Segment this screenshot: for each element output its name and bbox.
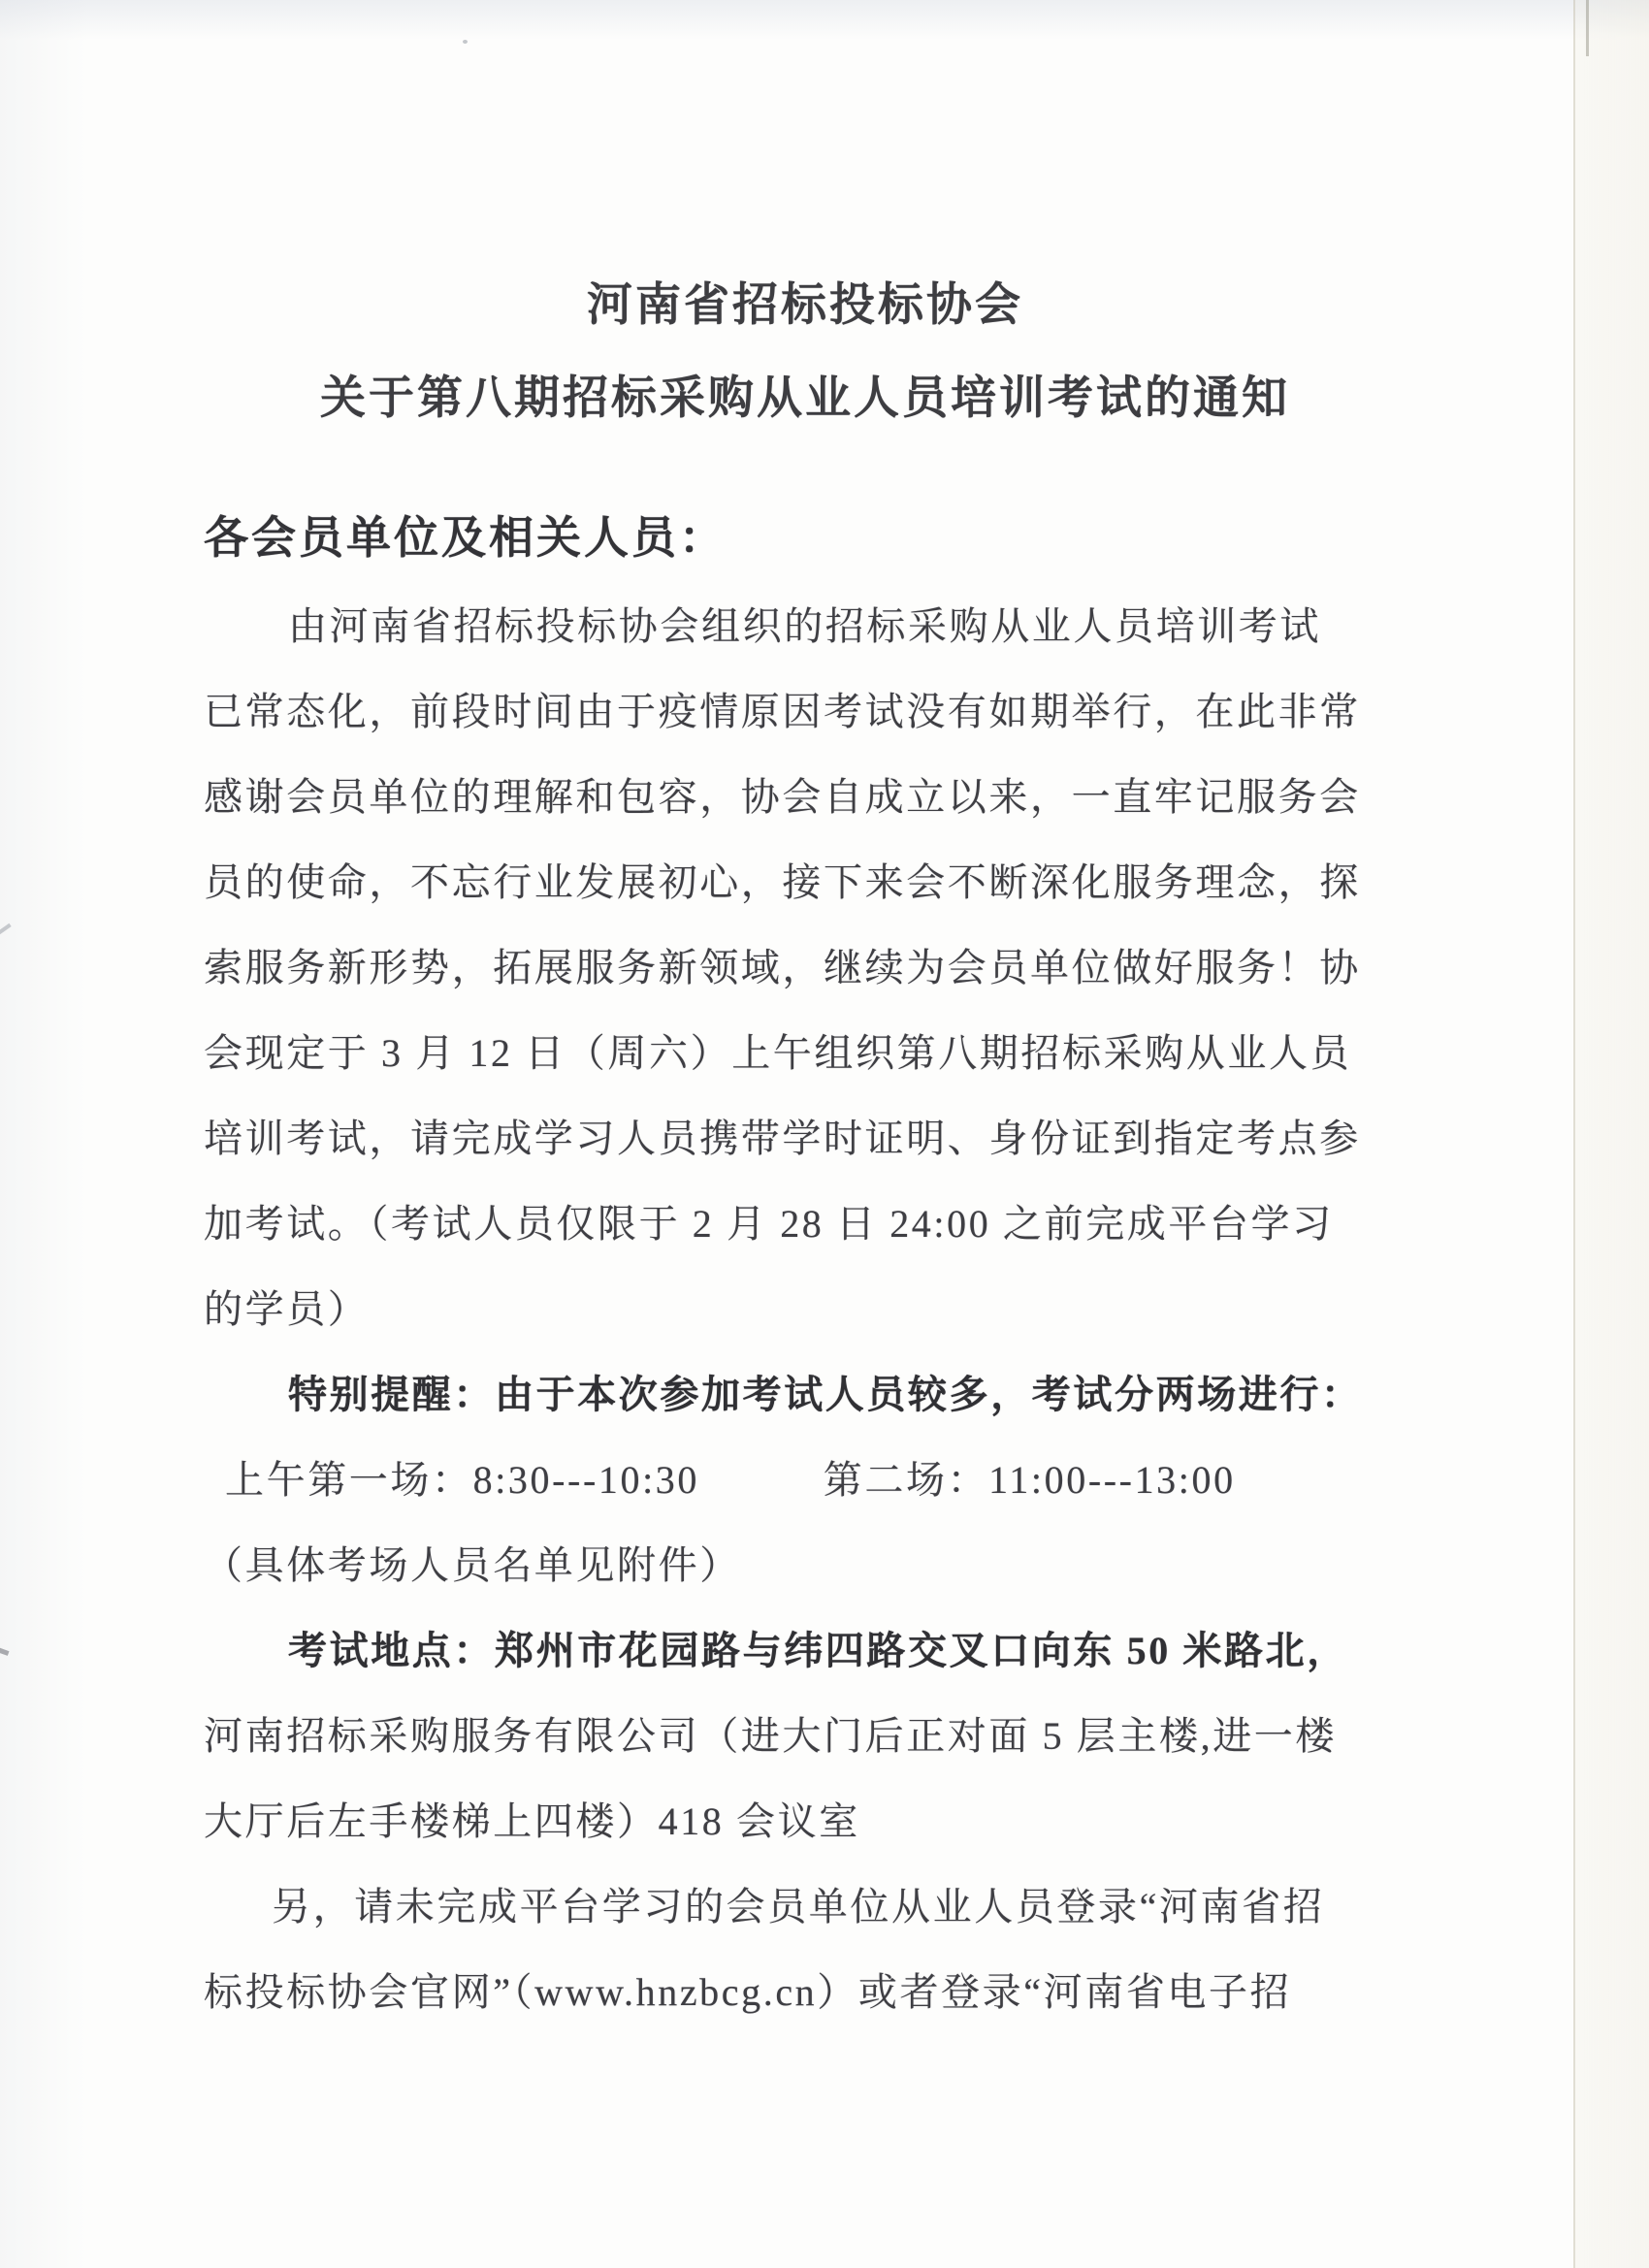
body-line: 已常态化，前段时间由于疫情原因考试没有如期举行，在此非常 [204,690,1361,733]
body-line: 另，请未完成平台学习的会员单位从业人员登录“河南省招 [272,1885,1325,1928]
body-line: 会现定于 3 月 12 日（周六）上午组织第八期招标采购从业人员 [204,1031,1352,1075]
attachment-note-line: （具体考场人员名单见附件） [204,1543,741,1587]
exam-sessions-line: 上午第一场：8:30---10:30 第二场：11:00---13:00 [225,1458,1236,1502]
document-title-line-2: 关于第八期招标采购从业人员培训考试的通知 [320,373,1290,424]
scan-page-edge-band [1573,0,1649,2268]
body-line: 感谢会员单位的理解和包容，协会自成立以来，一直牢记服务会 [204,775,1361,819]
salutation: 各会员单位及相关人员： [204,513,727,563]
scan-top-shadow [0,0,1649,45]
body-line: 由河南省招标投标协会组织的招标采购从业人员培训考试 [288,604,1321,648]
special-reminder-line: 特别提醒：由于本次参加考试人员较多，考试分两场进行： [288,1373,1363,1416]
body-line: 大厅后左手楼梯上四楼）418 会议室 [204,1799,860,1843]
body-line: 员的使命，不忘行业发展初心，接下来会不断深化服务理念，探 [204,860,1361,904]
scan-left-shadow [0,0,87,2268]
scan-speck [463,40,468,44]
body-line: 的学员） [204,1287,370,1331]
body-line: 标投标协会官网”（www.hnzbcg.cn）或者登录“河南省电子招 [204,1970,1292,2014]
body-line: 河南招标采购服务有限公司（进大门后正对面 5 层主楼,进一楼 [204,1714,1337,1758]
body-line: 加考试。（考试人员仅限于 2 月 28 日 24:00 之前完成平台学习 [204,1202,1334,1246]
body-line: 索服务新形势，拓展服务新领域，继续为会员单位做好服务！协 [204,946,1361,989]
exam-location-line: 考试地点：郑州市花园路与纬四路交叉口向东 50 米路北， [288,1629,1348,1672]
scan-page-edge-line [1586,0,1589,56]
body-line: 培训考试，请完成学习人员携带学时证明、身份证到指定考点参 [204,1117,1361,1160]
document-title-line-1: 河南省招标投标协会 [587,280,1023,331]
document-body [204,584,1363,2035]
